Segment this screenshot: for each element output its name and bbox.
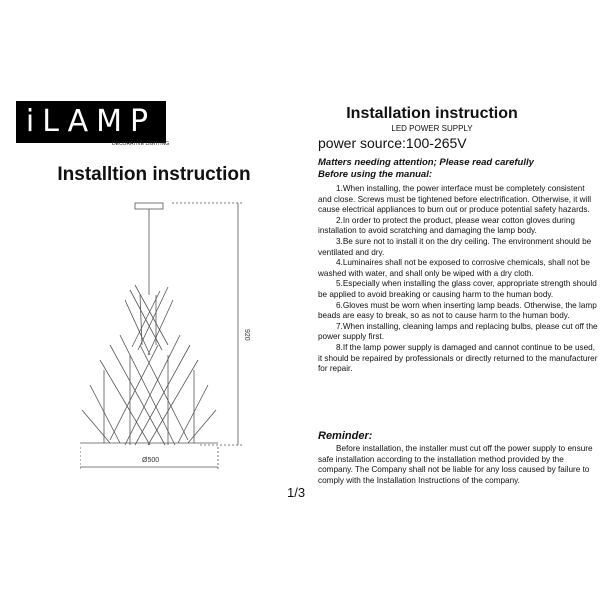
instruction-list	[318, 184, 598, 375]
power-source: power source:100-265V	[318, 135, 467, 151]
page-number: 1/3	[287, 485, 306, 500]
instruction-item: 1.When installing, the power interface must be completely consistent and close. Screws must be tightened before electrification. Otherwise, it will cause electrical appliances to burn out or produce potential safety hazards.	[318, 184, 592, 215]
instruction-item: 6.Gloves must be worn when inserting lamp beads. Otherwise, the lamp beads are easy to break, so as not to cause harm to the human body.	[318, 300, 597, 321]
instruction-item: 2.In order to protect the product, please wear cotton gloves during installation to avoid scratching and damaging the lamp body.	[318, 215, 575, 236]
instruction-item: 4.Luminaires shall not be exposed to corrosive chemicals, shall not be washed with water, and shall only be wiped with a dry cloth.	[318, 258, 590, 278]
instruction-item: 7.When installing, cleaning lamps and replacing bulbs, please cut off the power supply first.	[318, 321, 598, 342]
chandelier-drawing	[80, 195, 260, 485]
right-page-subtitle: LED POWER SUPPLY	[391, 124, 473, 133]
instruction-item: 3.Be sure not to install it on the dry ceiling. The environment should be ventilated and dry.	[318, 236, 592, 257]
attention-line-1: Matters needing attention; Please read carefully	[318, 157, 534, 168]
attention-line-2: Before using the manual:	[318, 169, 433, 180]
instruction-item: 8.If the lamp power supply is damaged and cannot continue to be used, it should be repaired by professionals or directly returned to the manufacturer for repair.	[318, 342, 598, 374]
attention-heading	[318, 157, 534, 181]
ceiling-canopy	[135, 203, 163, 209]
reminder-heading: Reminder:	[318, 430, 373, 442]
instruction-item: 5.Especially when installing the glass cover, appropriate strength should be applied to avoid breaking or causing harm to the human body.	[318, 279, 597, 299]
lower-rods	[82, 335, 216, 445]
brand-logo-text: iLAMP	[25, 104, 157, 139]
diameter-label: Ø500	[142, 457, 160, 464]
brand-logo	[16, 101, 166, 143]
upper-rods	[125, 285, 173, 355]
right-page-title: Installation instruction	[346, 105, 518, 122]
height-label: 920	[243, 329, 250, 341]
reminder-body: Before installation, the installer must cut off the power supply to ensure safe installation according to the installation method provided by the company. The Company shall not be liable for any loss caused by failure to comply with the Installation Instructions of the company.	[318, 444, 593, 485]
brand-tagline: DECORATIVE LIGHTING	[112, 141, 170, 147]
left-page-title: Installtion instruction	[57, 164, 251, 185]
